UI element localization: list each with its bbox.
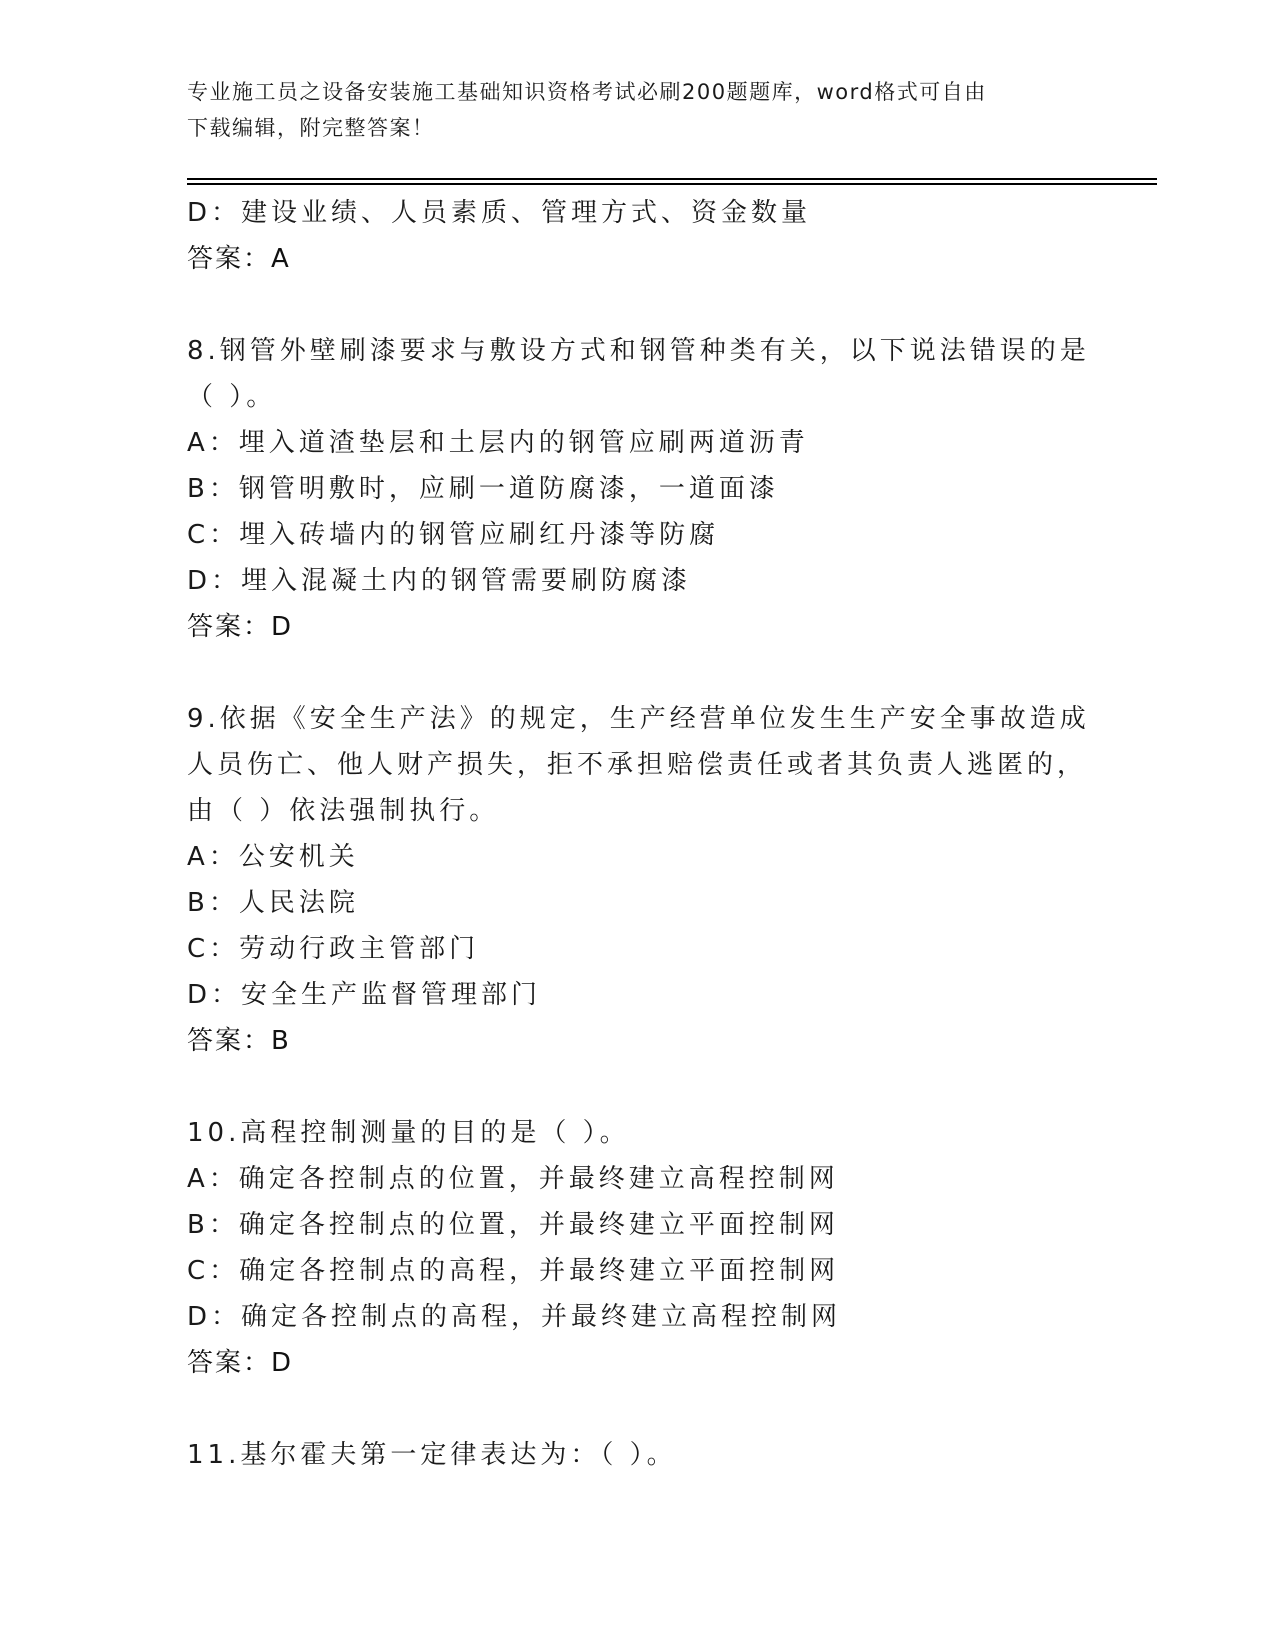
header-line-2: 下载编辑，附完整答案！	[187, 116, 435, 140]
option-a: A：埋入道渣垫层和土层内的钢管应刷两道沥青	[187, 428, 809, 458]
question-9	[187, 696, 1090, 1064]
question-title: 11.基尔霍夫第一定律表达为：（ ）。	[187, 1440, 677, 1470]
option-b: B：人民法院	[187, 888, 359, 918]
spacer	[187, 1386, 1087, 1432]
option-a: A：确定各控制点的位置，并最终建立高程控制网	[187, 1164, 839, 1194]
option-d: D：安全生产监督管理部门	[187, 980, 542, 1010]
previous-question-block	[187, 190, 1087, 282]
answer-line: 答案：B	[187, 1026, 291, 1056]
answer-line: 答案：D	[187, 612, 294, 642]
option-a: A：公安机关	[187, 842, 359, 872]
question-8	[187, 328, 1090, 650]
question-title: 8.钢管外壁刷漆要求与敷设方式和钢管种类有关，以下说法错误的是	[187, 336, 1090, 366]
option-d: D：埋入混凝土内的钢管需要刷防腐漆	[187, 566, 692, 596]
spacer	[187, 650, 1087, 696]
question-11	[187, 1432, 1087, 1478]
question-title-cont: （ ）。	[187, 382, 277, 412]
spacer	[187, 282, 1087, 328]
option-c: C：确定各控制点的高程，并最终建立平面控制网	[187, 1256, 840, 1286]
document-body	[187, 190, 1090, 1478]
option-d: D：确定各控制点的高程，并最终建立高程控制网	[187, 1302, 842, 1332]
option-b: B：确定各控制点的位置，并最终建立平面控制网	[187, 1210, 839, 1240]
answer-line: 答案：A	[187, 244, 291, 274]
question-10	[187, 1110, 1087, 1386]
option-c: C：劳动行政主管部门	[187, 934, 480, 964]
header-divider-bottom	[187, 183, 1157, 185]
document-header	[187, 74, 1067, 146]
answer-line: 答案：D	[187, 1348, 294, 1378]
question-title-cont: 由（ ）依法强制执行。	[187, 796, 500, 826]
option-b: B：钢管明敷时，应刷一道防腐漆，一道面漆	[187, 474, 779, 504]
spacer	[187, 1064, 1087, 1110]
option-c: C：埋入砖墙内的钢管应刷红丹漆等防腐	[187, 520, 720, 550]
option-d: D：建设业绩、人员素质、管理方式、资金数量	[187, 198, 812, 228]
header-divider-top	[187, 178, 1157, 180]
question-title: 9.依据《安全生产法》的规定，生产经营单位发生生产安全事故造成	[187, 704, 1090, 734]
question-title: 10.高程控制测量的目的是（ ）。	[187, 1118, 630, 1148]
header-line-1: 专业施工员之设备安装施工基础知识资格考试必刷200题题库，word格式可自由	[187, 80, 987, 104]
question-title-cont: 人员伤亡、他人财产损失，拒不承担赔偿责任或者其负责人逃匿的，	[187, 750, 1088, 780]
